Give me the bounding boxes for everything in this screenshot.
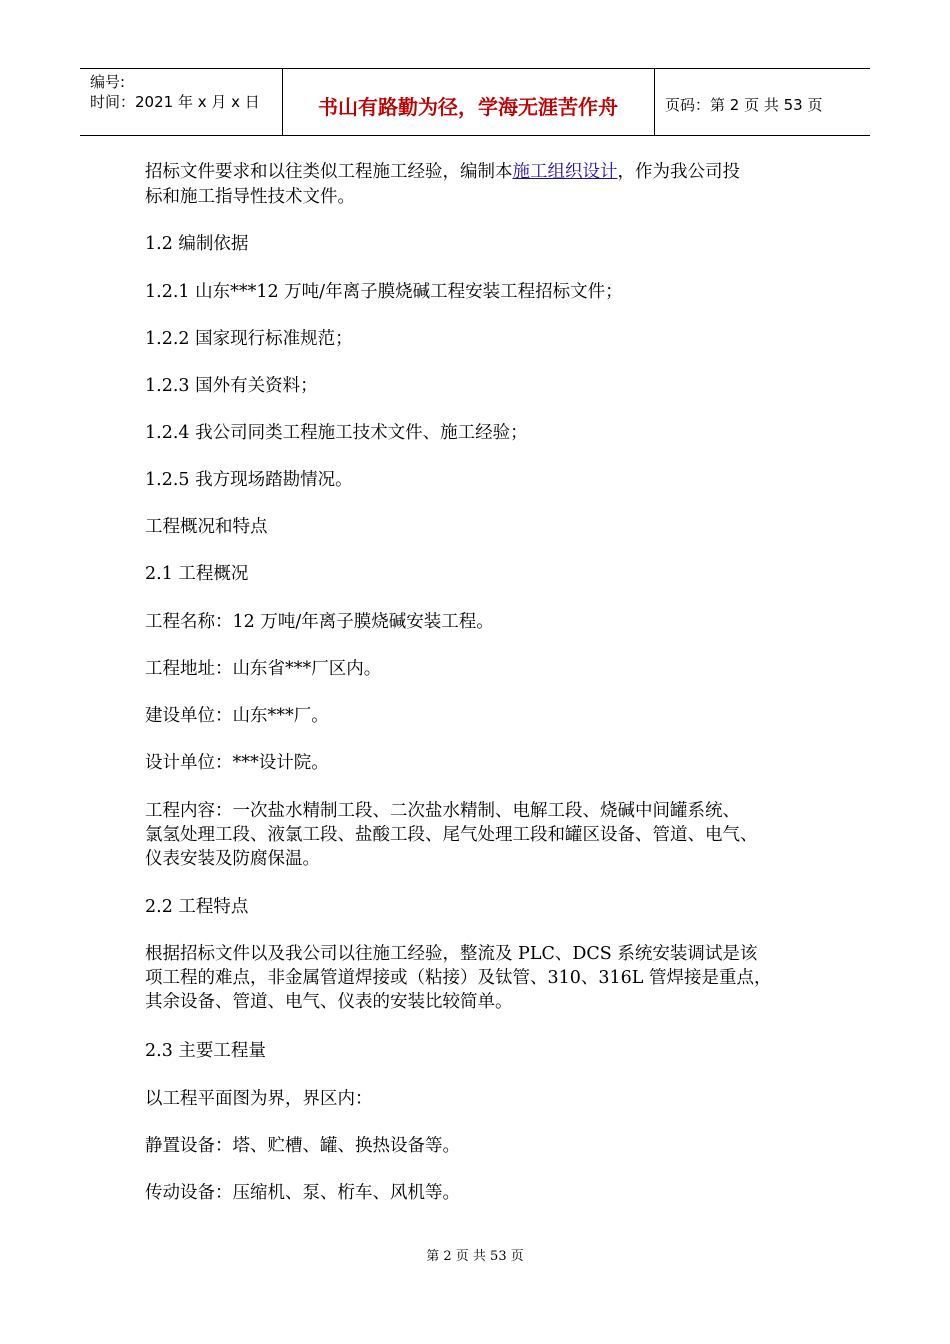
document-code-label: 编号: [90, 73, 126, 91]
header-slogan: 书山有路勤为径，学海无涯苦作舟 [318, 95, 618, 119]
list-item-1-2-4: 1.2.4 我公司同类工程施工技术文件、施工经验； [145, 423, 528, 443]
chapter-heading: 工程概况和特点 [145, 517, 268, 537]
project-address: 工程地址：山东省***厂区内。 [145, 659, 382, 679]
document-header [80, 68, 870, 136]
project-content-line2: 氯氢处理工段、液氯工段、盐酸工段、尾气处理工段和罐区设备、管道、电气、 [145, 825, 758, 845]
list-item-1-2-1: 1.2.1 山东***12 万吨/年离子膜烧碱工程安装工程招标文件； [145, 282, 623, 302]
intro-text-before-link: 招标文件要求和以往类似工程施工经验，编制本 [145, 162, 513, 182]
design-unit: 设计单位：***设计院。 [145, 753, 329, 773]
paragraph-intro-line2: 标和施工指导性技术文件。 [145, 187, 355, 207]
header-right-cell [655, 69, 870, 135]
header-left-cell [80, 69, 283, 135]
project-features-line1: 根据招标文件以及我公司以往施工经验，整流及 PLC、DCS 系统安装调试是该 [145, 944, 758, 964]
section-heading-2-1: 2.1 工程概况 [145, 564, 249, 584]
project-content-line1: 工程内容：一次盐水精制工段、二次盐水精制、电解工段、烧碱中间罐系统、 [145, 801, 740, 821]
page-footer: 第 2 页 共 53 页 [426, 1249, 524, 1264]
header-middle-cell [282, 69, 655, 135]
list-item-1-2-2: 1.2.2 国家现行标准规范； [145, 329, 353, 349]
construction-design-link[interactable]: 施工组织设计 [512, 162, 618, 182]
section-heading-2-3: 2.3 主要工程量 [145, 1041, 266, 1061]
intro-text-after-link: ，作为我公司投 [617, 162, 740, 182]
list-item-1-2-3: 1.2.3 国外有关资料； [145, 376, 318, 396]
header-page-code: 页码：第 2 页 共 53 页 [665, 96, 823, 114]
scope-statement: 以工程平面图为界，界区内： [145, 1089, 373, 1109]
project-features-line2: 项工程的难点，非金属管道焊接或（粘接）及钛管、310、316L 管焊接是重点， [145, 968, 772, 988]
project-name: 工程名称：12 万吨/年离子膜烧碱安装工程。 [145, 612, 494, 632]
project-features-line3: 其余设备、管道、电气、仪表的安装比较简单。 [145, 992, 513, 1012]
section-heading-2-2: 2.2 工程特点 [145, 897, 249, 917]
section-heading-1-2: 1.2 编制依据 [145, 234, 249, 254]
static-equipment: 静置设备：塔、贮槽、罐、换热设备等。 [145, 1136, 460, 1156]
construction-unit: 建设单位：山东***厂。 [145, 706, 329, 726]
list-item-1-2-5: 1.2.5 我方现场踏勘情况。 [145, 470, 353, 490]
project-content-line3: 仪表安装及防腐保温。 [145, 849, 320, 869]
document-time-label: 时间：2021 年 x 月 x 日 [90, 93, 260, 111]
paragraph-intro-line1 [145, 160, 825, 184]
rotating-equipment: 传动设备：压缩机、泵、桁车、风机等。 [145, 1183, 460, 1203]
